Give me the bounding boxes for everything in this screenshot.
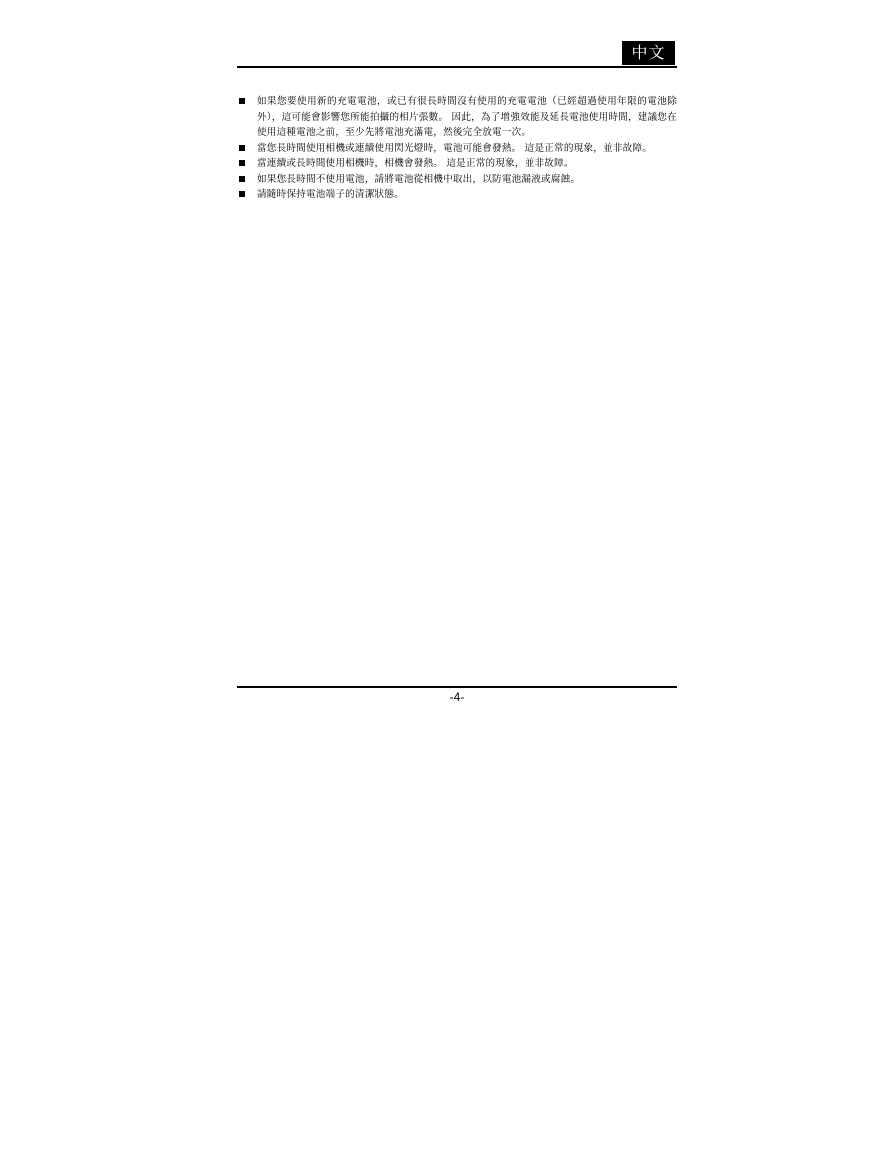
bullet-item [237, 172, 677, 188]
square-bullet-icon [239, 160, 245, 166]
square-bullet-icon [239, 191, 245, 197]
bullet-text: 如果您要使用新的充電電池，或已有很長時間沒有使用的充電電池（已經超過使用年限的電池除外），這可能會影響您所能拍攝的相片張數。 因此，為了增強效能及延長電池使用時間，建議您在使用這種電池之前，至少先將電池充滿電，然後完全放電一次。 [257, 96, 677, 138]
bullet-text: 請隨時保持電池端子的清潔狀態。 [257, 189, 404, 200]
bullet-text: 當您長時間使用相機或連續使用閃光燈時，電池可能會發熱。 這是正常的現象，並非故障。 [257, 142, 652, 154]
bullet-item [237, 141, 677, 157]
square-bullet-icon [239, 176, 245, 182]
bullet-text: 如果您長時間不使用電池，請將電池從相機中取出，以防電池漏液或腐蝕。 [257, 173, 581, 185]
header-rule [237, 66, 677, 68]
footer-rule [237, 686, 677, 688]
battery-notes [237, 94, 677, 203]
bullet-item [237, 156, 677, 172]
square-bullet-icon [239, 145, 245, 151]
page-number: -4- [449, 690, 465, 704]
square-bullet-icon [239, 98, 245, 104]
bullet-text: 當連續或長時間使用相機時，相機會發熱。 這是正常的現象，並非故障。 [257, 158, 574, 169]
bullet-item [237, 94, 677, 141]
bullet-list [237, 94, 677, 203]
language-tag: 中文 [622, 41, 675, 65]
bullet-item [237, 187, 677, 203]
